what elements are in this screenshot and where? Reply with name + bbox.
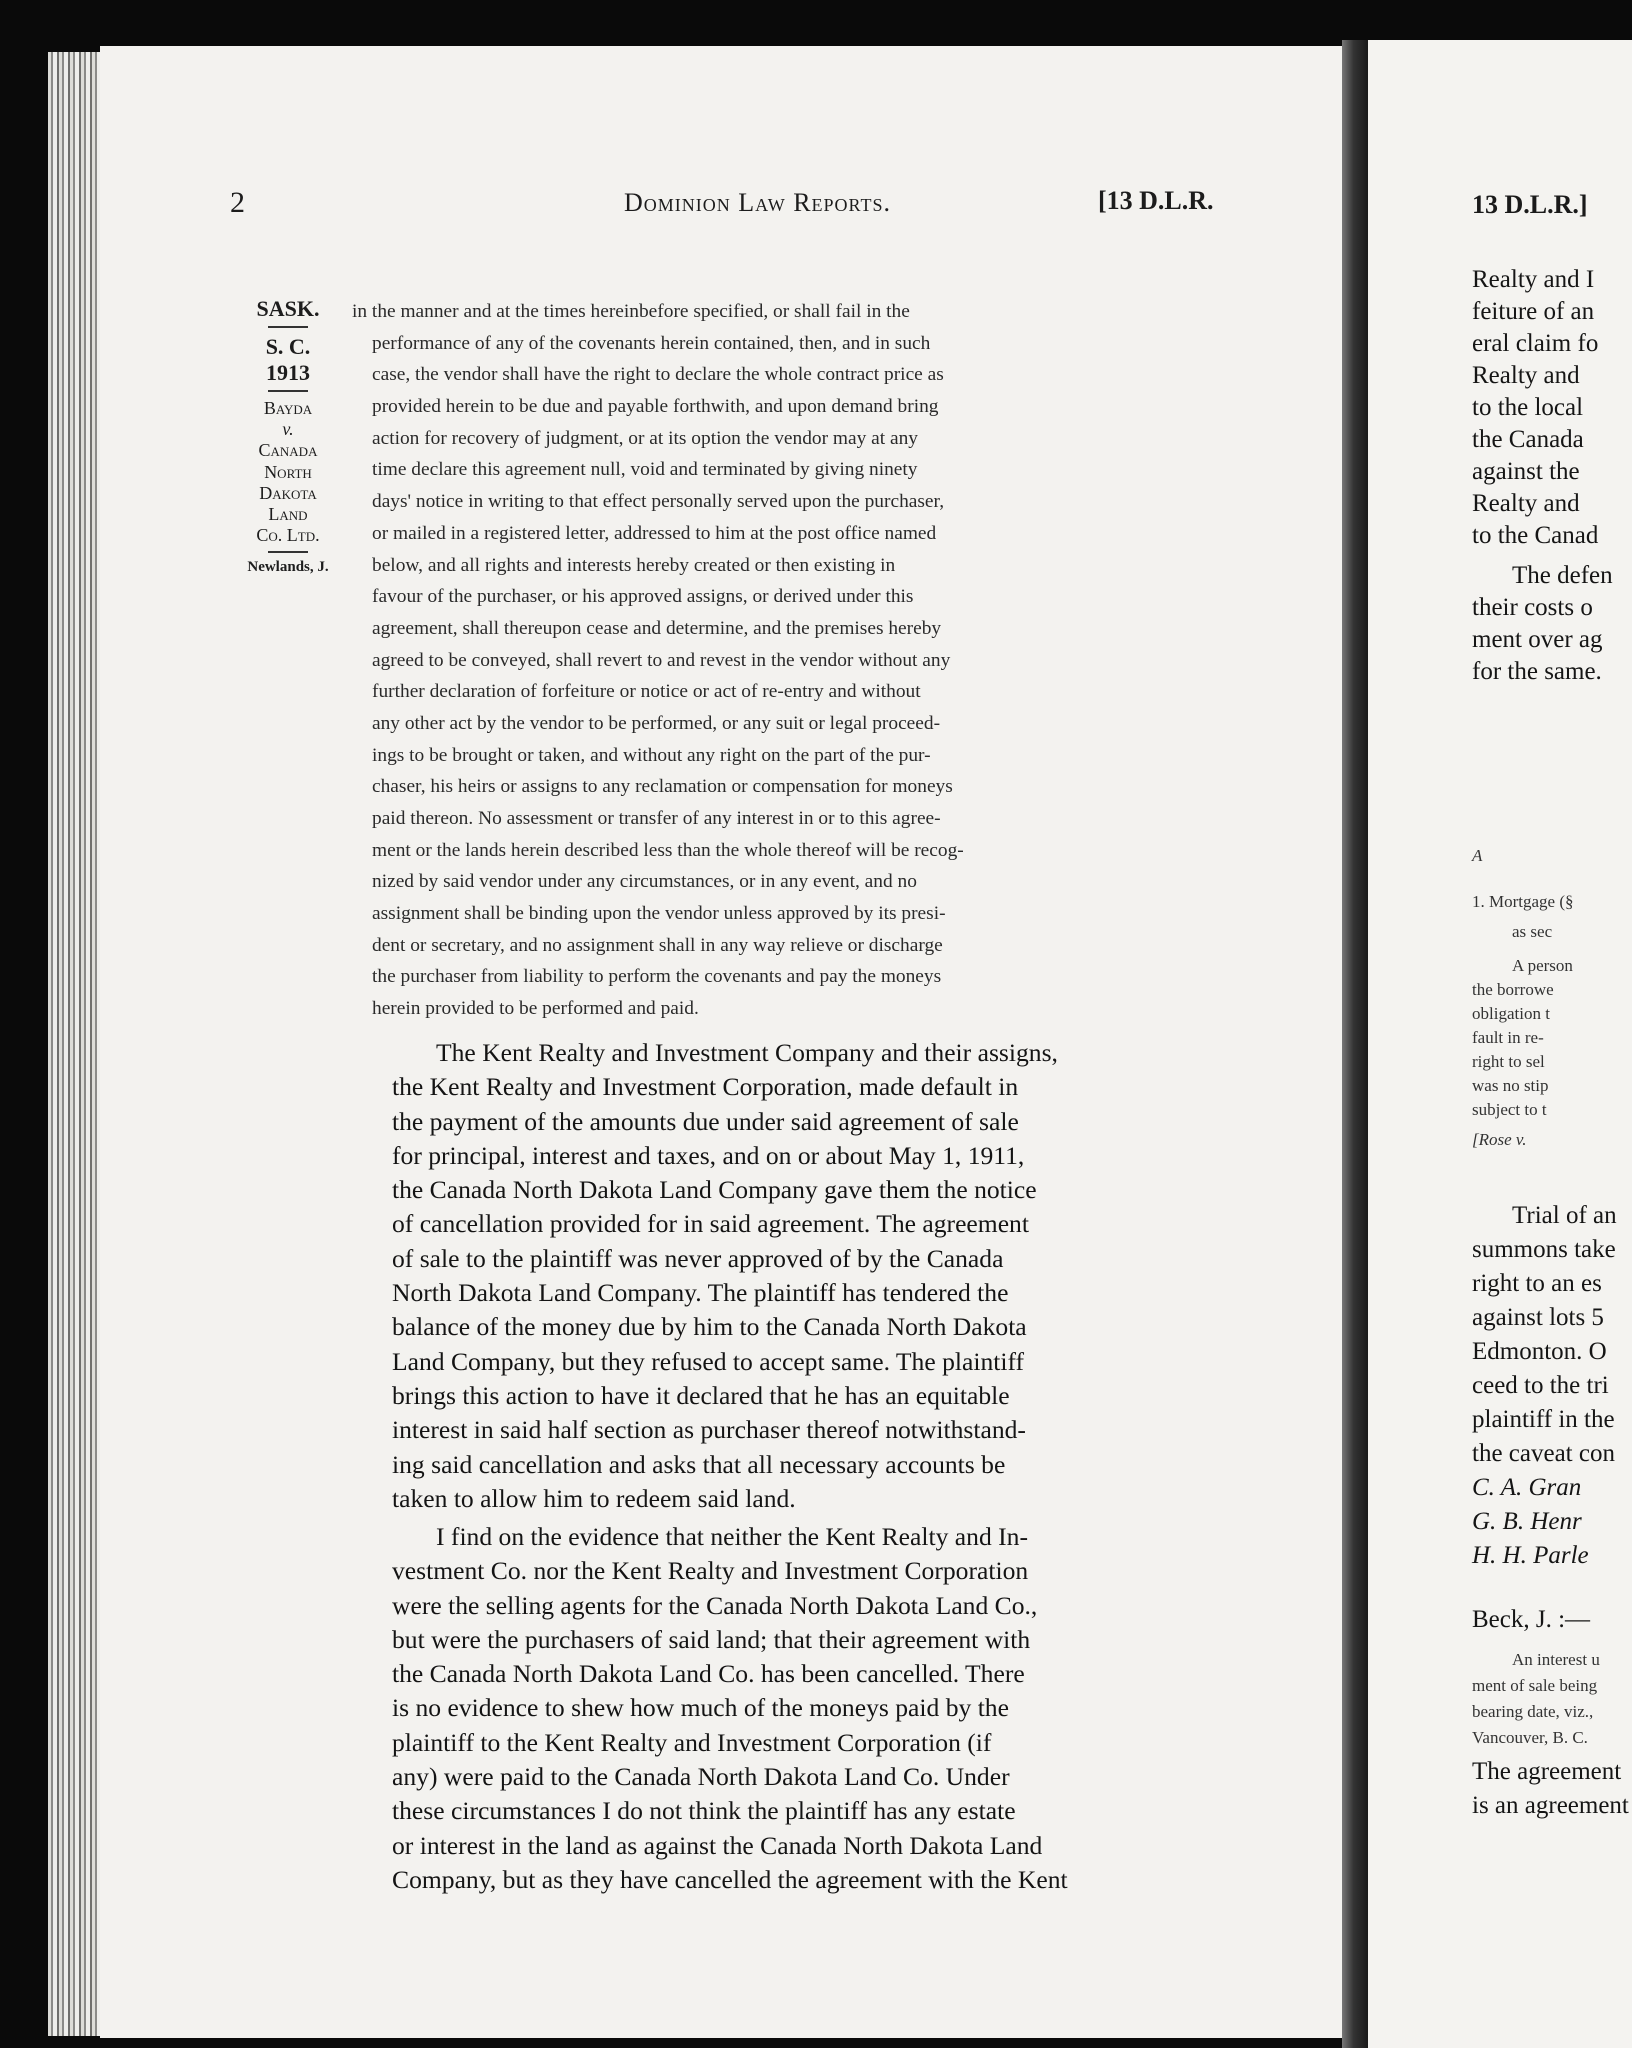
right-page-text-fragment: Edmonton. O: [1472, 1338, 1607, 1365]
text-line: Company, but as they have cancelled the agreement with the Kent: [392, 1864, 1068, 1894]
right-page-text-fragment: ment of sale being: [1472, 1676, 1598, 1695]
text-line: nized by said vendor under any circumstances, or in any event, and no: [372, 871, 917, 893]
right-page-text-fragment: plaintiff in the: [1472, 1406, 1615, 1433]
text-line: of sale to the plaintiff was never approved of by the Canada: [392, 1243, 1004, 1273]
right-page-text-fragment: Realty and: [1472, 362, 1580, 389]
right-page-text-fragment: Realty and I: [1472, 266, 1595, 293]
right-page-text-fragment: obligation t: [1472, 1004, 1550, 1023]
court-province: SASK.: [256, 296, 320, 321]
paragraph-findings: [392, 1520, 1332, 1897]
text-line: agreed to be conveyed, shall revert to and revest in the vendor without any: [372, 649, 951, 671]
text-line: I find on the evidence that neither the Kent Realty and In-: [436, 1522, 1028, 1551]
text-line: balance of the money due by him to the Canada North Dakota: [392, 1312, 1027, 1342]
text-line: the purchaser from liability to perform the covenants and pay the moneys: [372, 966, 942, 988]
text-line: case, the vendor shall have the right to declare the whole contract price as: [372, 364, 944, 386]
right-page-text-fragment: feiture of an: [1472, 298, 1595, 325]
right-page-text-fragment: subject to t: [1472, 1100, 1547, 1119]
right-page-text-fragment: ceed to the tri: [1472, 1372, 1609, 1399]
case-name-line: Co. Ltd.: [256, 525, 320, 546]
right-page-text-fragment: Beck, J. :—: [1472, 1606, 1591, 1633]
page-number: 2: [230, 186, 245, 219]
text-line: ment or the lands herein described less than the whole thereof will be recog-: [372, 839, 964, 861]
page-edge-stack: [48, 52, 104, 2036]
right-page-text-fragment: is an agreement: [1472, 1792, 1629, 1819]
left-page: [100, 46, 1342, 2038]
case-name-line: Dakota: [259, 482, 317, 503]
text-line: or interest in the land as against the Canada North Dakota Land: [392, 1830, 1043, 1860]
right-page-text-fragment: [Rose v.: [1472, 1130, 1527, 1149]
right-page-text-fragment: Realty and: [1472, 490, 1580, 517]
right-page-text-fragment: against the: [1472, 458, 1580, 485]
right-page-text-fragment: fault in re-: [1472, 1028, 1544, 1047]
text-line: any) were paid to the Canada North Dakota Land Co. Under: [392, 1762, 1010, 1792]
text-line: or mailed in a registered letter, addressed to him at the post office named: [372, 522, 937, 544]
text-line: were the selling agents for the Canada North Dakota Land Co.,: [392, 1590, 1038, 1620]
text-line: agreement, shall thereupon cease and determine, and the premises hereby: [372, 617, 942, 639]
text-line: the Canada North Dakota Land Company gave them the notice: [392, 1175, 1037, 1205]
text-line: ings to be brought or taken, and without any right on the part of the pur-: [372, 744, 931, 766]
right-page-text-fragment: eral claim fo: [1472, 330, 1599, 357]
text-line: chaser, his heirs or assigns to any reclamation or compensation for moneys: [372, 776, 953, 798]
text-line: dent or secretary, and no assignment shall in any way relieve or discharge: [372, 934, 943, 956]
text-line: interest in said half section as purchaser thereof notwithstand-: [392, 1415, 1026, 1445]
right-page-text-fragment: right to sel: [1472, 1052, 1545, 1071]
margin-note: [236, 296, 340, 576]
right-page-text-fragment: 1. Mortgage (§: [1472, 892, 1574, 911]
text-line: these circumstances I do not think the plaintiff has any estate: [392, 1796, 1016, 1826]
case-name-line: v.: [282, 419, 294, 440]
right-page-text-fragment: A: [1472, 846, 1483, 865]
text-line: Land Company, but they refused to accept same. The plaintiff: [392, 1346, 1025, 1376]
book-gutter: [1342, 40, 1368, 2048]
divider: [268, 551, 308, 553]
right-page-text-fragment: Trial of an: [1512, 1202, 1617, 1229]
quoted-agreement-clause: [352, 296, 1330, 1025]
right-page: [1368, 40, 1632, 2048]
right-page-text-fragment: right to an es: [1472, 1270, 1602, 1297]
text-line: for principal, interest and taxes, and on or about May 1, 1911,: [392, 1140, 1025, 1170]
text-line: in the manner and at the times hereinbefore specified, or shall fail in the: [352, 301, 910, 322]
running-header: [100, 186, 1342, 226]
paragraph-default: [392, 1036, 1332, 1516]
right-page-text-fragment: H. H. Parle: [1472, 1542, 1589, 1569]
right-page-text-fragment: their costs o: [1472, 594, 1593, 621]
court-abbreviation: S. C.: [265, 333, 311, 359]
text-line: North Dakota Land Company. The plaintiff has tendered the: [392, 1278, 1009, 1308]
right-page-text-fragment: G. B. Henr: [1472, 1508, 1582, 1535]
text-line: assignment shall be binding upon the vendor unless approved by its presi-: [372, 903, 946, 925]
case-name-line: North: [264, 461, 312, 482]
text-line: the Canada North Dakota Land Co. has been cancelled. There: [392, 1659, 1025, 1689]
text-line: the payment of the amounts due under said agreement of sale: [392, 1106, 1019, 1136]
text-line: The Kent Realty and Investment Company and their assigns,: [436, 1038, 1058, 1067]
text-line: favour of the purchaser, or his approved assigns, or derived under this: [372, 586, 914, 608]
right-page-text-fragment: The agreement: [1472, 1758, 1622, 1785]
text-line: days' notice in writing to that effect personally served upon the purchaser,: [372, 491, 945, 513]
text-line: ing said cancellation and asks that all necessary accounts be: [392, 1449, 1006, 1479]
text-line: paid thereon. No assessment or transfer of any interest in or to this agree-: [372, 808, 941, 829]
text-line: action for recovery of judgment, or at its option the vendor may at any: [372, 427, 919, 449]
case-name-line: Canada: [258, 440, 318, 461]
right-page-text-fragment: the borrowe: [1472, 980, 1554, 999]
right-page-text-fragment: the caveat con: [1472, 1440, 1615, 1467]
text-line: is no evidence to shew how much of the moneys paid by the: [392, 1693, 1009, 1723]
right-page-text-fragment: C. A. Gran: [1472, 1474, 1582, 1501]
volume-reference: [13 D.L.R.: [1098, 186, 1214, 215]
text-line: vestment Co. nor the Kent Realty and Investment Corporation: [392, 1556, 1029, 1586]
divider: [268, 326, 308, 328]
case-name-line: Land: [268, 504, 308, 525]
text-line: the Kent Realty and Investment Corporation, made default in: [392, 1072, 1019, 1102]
right-page-text-fragment: against lots 5: [1472, 1304, 1604, 1331]
court-year: 1913: [266, 359, 310, 385]
judge-name: Newlands, J.: [247, 558, 329, 575]
text-line: further declaration of forfeiture or notice or act of re-entry and without: [372, 681, 921, 703]
text-line: but were the purchasers of said land; that their agreement with: [392, 1624, 1031, 1654]
text-line: brings this action to have it declared that he has an equitable: [392, 1380, 1010, 1410]
divider: [268, 390, 308, 392]
right-page-text-fragment: for the same.: [1472, 658, 1602, 685]
right-page-text-fragment: A person: [1512, 956, 1573, 975]
text-line: time declare this agreement null, void and terminated by giving ninety: [372, 459, 918, 481]
right-page-text-fragment: bearing date, viz.,: [1472, 1702, 1594, 1721]
text-line: of cancellation provided for in said agreement. The agreement: [392, 1209, 1029, 1239]
right-page-text-fragment: to the Canad: [1472, 522, 1599, 549]
right-page-text-fragment: Vancouver, B. C.: [1472, 1728, 1588, 1747]
text-line: below, and all rights and interests hereby created or then existing in: [372, 554, 896, 576]
right-page-text-fragment: An interest u: [1512, 1650, 1600, 1669]
text-line: plaintiff to the Kent Realty and Investment Corporation (if: [392, 1727, 992, 1757]
right-page-text-fragment: ment over ag: [1472, 626, 1603, 653]
text-line: taken to allow him to redeem said land.: [392, 1483, 796, 1513]
text-line: any other act by the vendor to be performed, or any suit or legal proceed-: [372, 712, 941, 734]
right-page-text-fragment: The defen: [1512, 562, 1613, 589]
text-line: herein provided to be performed and paid.: [372, 998, 699, 1020]
text-line: provided herein to be due and payable forthwith, and upon demand bring: [372, 396, 939, 418]
right-page-header: 13 D.L.R.]: [1472, 190, 1588, 219]
right-page-text-fragment: to the local: [1472, 394, 1584, 421]
case-name-line: Bayda: [263, 397, 313, 418]
right-page-text-fragment: was no stip: [1472, 1076, 1549, 1095]
text-line: performance of any of the covenants herein contained, then, and in such: [372, 332, 931, 354]
right-page-text-fragment: as sec: [1512, 922, 1553, 941]
right-page-text-fragment: the Canada: [1472, 426, 1584, 453]
right-page-text-fragment: summons take: [1472, 1236, 1616, 1263]
running-title: Dominion Law Reports.: [624, 188, 891, 217]
